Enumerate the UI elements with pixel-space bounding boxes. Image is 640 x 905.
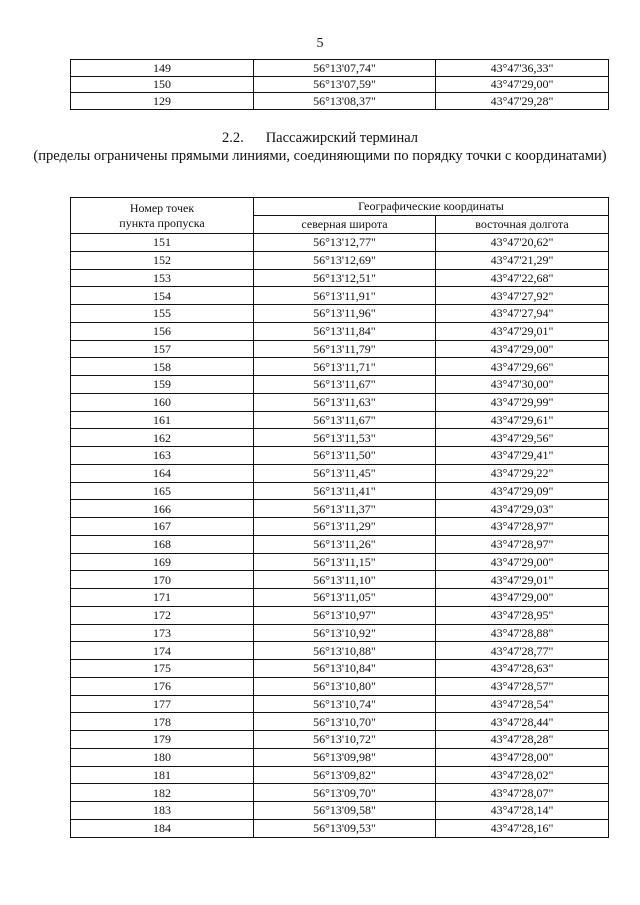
longitude-cell: 43°47'22,68" <box>436 269 609 287</box>
point-number-cell: 179 <box>71 731 254 749</box>
longitude-cell: 43°47'29,28" <box>436 93 609 110</box>
longitude-cell: 43°47'28,97" <box>436 535 609 553</box>
header-longitude: восточная долгота <box>436 216 609 234</box>
longitude-cell: 43°47'28,02" <box>436 766 609 784</box>
longitude-cell: 43°47'29,09" <box>436 482 609 500</box>
latitude-cell: 56°13'10,97" <box>254 606 436 624</box>
latitude-cell: 56°13'11,05" <box>254 589 436 607</box>
longitude-cell: 43°47'29,01" <box>436 322 609 340</box>
latitude-cell: 56°13'11,37" <box>254 500 436 518</box>
latitude-cell: 56°13'07,59" <box>254 76 436 93</box>
latitude-cell: 56°13'11,45" <box>254 464 436 482</box>
latitude-cell: 56°13'11,67" <box>254 411 436 429</box>
table-row <box>71 642 609 660</box>
section-number: 2.2. <box>221 130 244 146</box>
longitude-cell: 43°47'28,88" <box>436 624 609 642</box>
table-row <box>71 784 609 802</box>
point-number-cell: 152 <box>71 251 254 269</box>
longitude-cell: 43°47'27,92" <box>436 287 609 305</box>
longitude-cell: 43°47'29,00" <box>436 76 609 93</box>
latitude-cell: 56°13'11,63" <box>254 393 436 411</box>
table-row <box>71 447 609 465</box>
table-row <box>71 571 609 589</box>
table-row <box>71 234 609 252</box>
point-number-cell: 168 <box>71 535 254 553</box>
table-row <box>71 606 609 624</box>
point-number-cell: 177 <box>71 695 254 713</box>
latitude-cell: 56°13'07,74" <box>254 60 436 77</box>
point-number-cell: 171 <box>71 589 254 607</box>
longitude-cell: 43°47'28,97" <box>436 518 609 536</box>
latitude-cell: 56°13'11,29" <box>254 518 436 536</box>
latitude-cell: 56°13'08,37" <box>254 93 436 110</box>
point-number-cell: 157 <box>71 340 254 358</box>
point-number-cell: 164 <box>71 464 254 482</box>
longitude-cell: 43°47'28,00" <box>436 748 609 766</box>
coordinates-table-continued-body <box>71 60 609 110</box>
point-number-cell: 161 <box>71 411 254 429</box>
longitude-cell: 43°47'28,07" <box>436 784 609 802</box>
latitude-cell: 56°13'11,96" <box>254 305 436 323</box>
table-row <box>71 251 609 269</box>
table-row <box>71 819 609 837</box>
table-row <box>71 376 609 394</box>
table-row <box>71 429 609 447</box>
point-number-cell: 178 <box>71 713 254 731</box>
coordinates-table-continued <box>70 59 609 110</box>
longitude-cell: 43°47'29,00" <box>436 340 609 358</box>
table-row <box>71 518 609 536</box>
point-number-cell: 170 <box>71 571 254 589</box>
table-row <box>71 287 609 305</box>
longitude-cell: 43°47'28,16" <box>436 819 609 837</box>
point-number-cell: 160 <box>71 393 254 411</box>
point-number-cell: 172 <box>71 606 254 624</box>
point-number-cell: 159 <box>71 376 254 394</box>
table-row <box>71 766 609 784</box>
header-row-primary <box>71 198 609 216</box>
longitude-cell: 43°47'28,28" <box>436 731 609 749</box>
latitude-cell: 56°13'10,88" <box>254 642 436 660</box>
table-row <box>71 535 609 553</box>
latitude-cell: 56°13'11,84" <box>254 322 436 340</box>
point-number-cell: 153 <box>71 269 254 287</box>
table-row <box>71 411 609 429</box>
longitude-cell: 43°47'29,41" <box>436 447 609 465</box>
point-number-cell: 167 <box>71 518 254 536</box>
table-row <box>71 695 609 713</box>
longitude-cell: 43°47'28,63" <box>436 660 609 678</box>
longitude-cell: 43°47'29,56" <box>436 429 609 447</box>
longitude-cell: 43°47'29,66" <box>436 358 609 376</box>
latitude-cell: 56°13'11,26" <box>254 535 436 553</box>
latitude-cell: 56°13'09,70" <box>254 784 436 802</box>
table-row <box>71 500 609 518</box>
longitude-cell: 43°47'30,00" <box>436 376 609 394</box>
header-point-number: Номер точек пункта пропуска <box>71 198 254 234</box>
latitude-cell: 56°13'12,69" <box>254 251 436 269</box>
table-header <box>71 198 609 234</box>
header-geo-coordinates: Географические координаты <box>254 198 609 216</box>
table-row <box>71 748 609 766</box>
point-number-cell: 154 <box>71 287 254 305</box>
point-number-cell: 149 <box>71 60 254 77</box>
table-row <box>71 60 609 77</box>
section-description: (пределы ограничены прямыми линиями, соединяющими по порядку точки с координатами) <box>33 148 607 164</box>
latitude-cell: 56°13'10,72" <box>254 731 436 749</box>
longitude-cell: 43°47'36,33" <box>436 60 609 77</box>
point-number-cell: 129 <box>71 93 254 110</box>
latitude-cell: 56°13'11,91" <box>254 287 436 305</box>
point-number-cell: 184 <box>71 819 254 837</box>
table-row <box>71 340 609 358</box>
point-number-cell: 166 <box>71 500 254 518</box>
point-number-cell: 163 <box>71 447 254 465</box>
longitude-cell: 43°47'29,61" <box>436 411 609 429</box>
table-row <box>71 305 609 323</box>
latitude-cell: 56°13'10,80" <box>254 677 436 695</box>
point-number-cell: 173 <box>71 624 254 642</box>
table-row <box>71 393 609 411</box>
latitude-cell: 56°13'12,77" <box>254 234 436 252</box>
latitude-cell: 56°13'10,70" <box>254 713 436 731</box>
latitude-cell: 56°13'10,84" <box>254 660 436 678</box>
latitude-cell: 56°13'12,51" <box>254 269 436 287</box>
longitude-cell: 43°47'29,03" <box>436 500 609 518</box>
longitude-cell: 43°47'29,22" <box>436 464 609 482</box>
latitude-cell: 56°13'11,41" <box>254 482 436 500</box>
table-row <box>71 553 609 571</box>
longitude-cell: 43°47'20,62" <box>436 234 609 252</box>
latitude-cell: 56°13'11,50" <box>254 447 436 465</box>
latitude-cell: 56°13'09,58" <box>254 802 436 820</box>
table-row <box>71 482 609 500</box>
latitude-cell: 56°13'10,92" <box>254 624 436 642</box>
point-number-cell: 175 <box>71 660 254 678</box>
latitude-cell: 56°13'11,15" <box>254 553 436 571</box>
table-row <box>71 589 609 607</box>
section-title: Пассажирский терминал <box>265 130 419 146</box>
point-number-cell: 158 <box>71 358 254 376</box>
table-row <box>71 731 609 749</box>
point-number-cell: 183 <box>71 802 254 820</box>
latitude-cell: 56°13'11,67" <box>254 376 436 394</box>
section-title-line <box>0 129 640 147</box>
table-row <box>71 713 609 731</box>
table-row <box>71 269 609 287</box>
longitude-cell: 43°47'28,14" <box>436 802 609 820</box>
point-number-cell: 181 <box>71 766 254 784</box>
passenger-terminal-coordinates-table <box>70 197 609 838</box>
point-number-cell: 162 <box>71 429 254 447</box>
point-number-cell: 150 <box>71 76 254 93</box>
table-row <box>71 322 609 340</box>
point-number-cell: 151 <box>71 234 254 252</box>
latitude-cell: 56°13'10,74" <box>254 695 436 713</box>
latitude-cell: 56°13'09,82" <box>254 766 436 784</box>
point-number-cell: 182 <box>71 784 254 802</box>
page-number: 5 <box>316 36 324 51</box>
point-number-cell: 156 <box>71 322 254 340</box>
table-row <box>71 464 609 482</box>
latitude-cell: 56°13'11,10" <box>254 571 436 589</box>
table-row <box>71 677 609 695</box>
longitude-cell: 43°47'29,99" <box>436 393 609 411</box>
longitude-cell: 43°47'29,00" <box>436 553 609 571</box>
latitude-cell: 56°13'11,71" <box>254 358 436 376</box>
longitude-cell: 43°47'29,01" <box>436 571 609 589</box>
point-number-cell: 176 <box>71 677 254 695</box>
table-row <box>71 802 609 820</box>
latitude-cell: 56°13'11,53" <box>254 429 436 447</box>
header-latitude: северная широта <box>254 216 436 234</box>
table-row <box>71 93 609 110</box>
point-number-cell: 155 <box>71 305 254 323</box>
point-number-cell: 174 <box>71 642 254 660</box>
latitude-cell: 56°13'09,53" <box>254 819 436 837</box>
longitude-cell: 43°47'28,57" <box>436 677 609 695</box>
table-row <box>71 624 609 642</box>
longitude-cell: 43°47'28,54" <box>436 695 609 713</box>
longitude-cell: 43°47'29,00" <box>436 589 609 607</box>
section-heading <box>0 129 640 165</box>
table-row <box>71 660 609 678</box>
point-number-cell: 169 <box>71 553 254 571</box>
table-row <box>71 76 609 93</box>
latitude-cell: 56°13'11,79" <box>254 340 436 358</box>
point-number-cell: 165 <box>71 482 254 500</box>
longitude-cell: 43°47'21,29" <box>436 251 609 269</box>
longitude-cell: 43°47'28,44" <box>436 713 609 731</box>
passenger-terminal-table-body <box>71 234 609 838</box>
table-row <box>71 358 609 376</box>
point-number-cell: 180 <box>71 748 254 766</box>
longitude-cell: 43°47'28,77" <box>436 642 609 660</box>
longitude-cell: 43°47'27,94" <box>436 305 609 323</box>
latitude-cell: 56°13'09,98" <box>254 748 436 766</box>
longitude-cell: 43°47'28,95" <box>436 606 609 624</box>
